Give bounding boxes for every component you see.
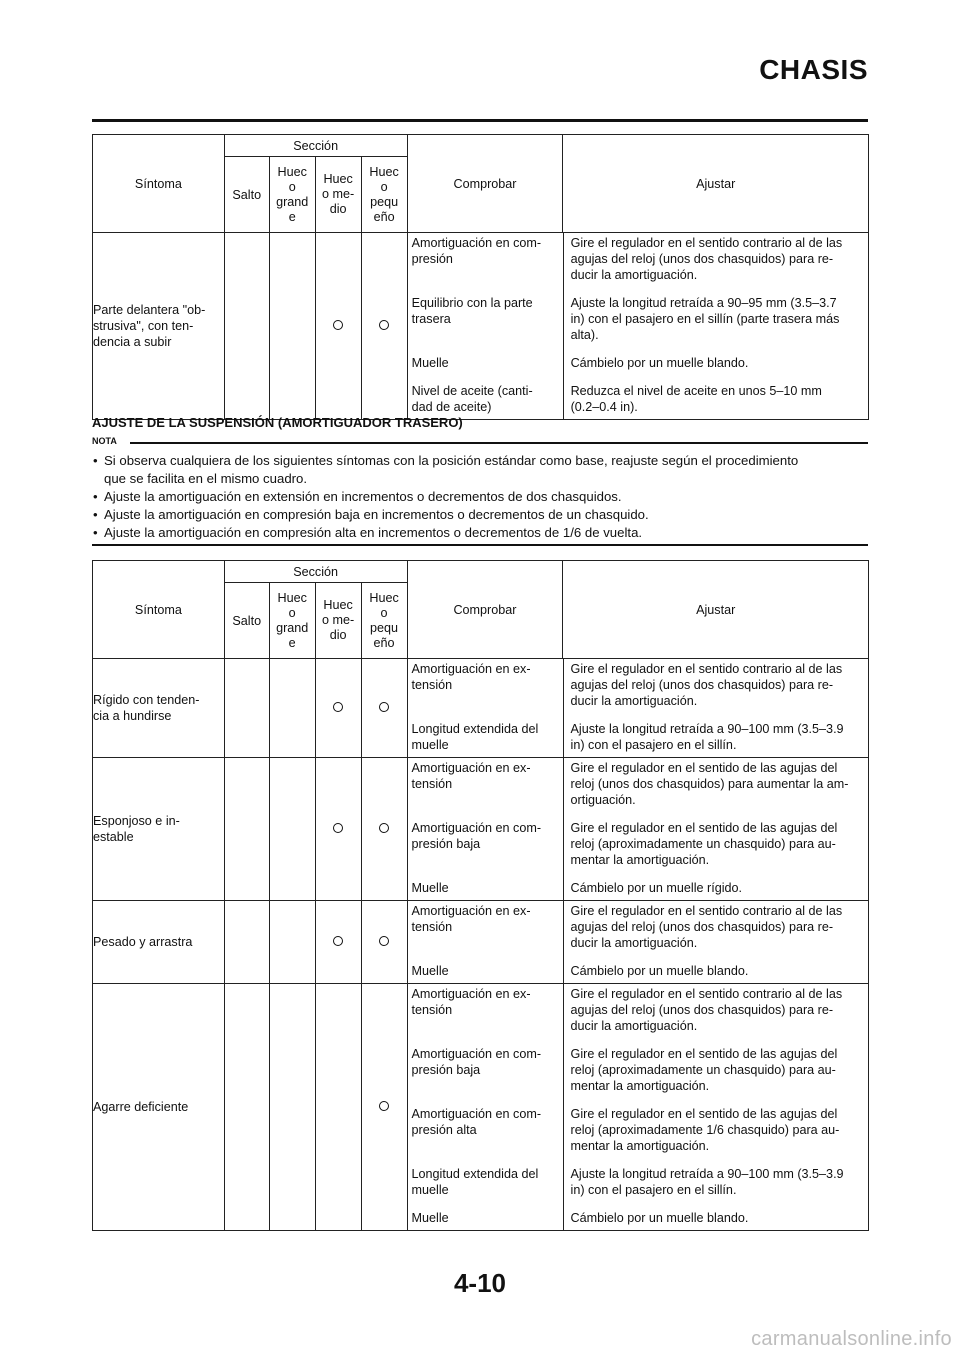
adjust-text: Ajuste la longitud retraída a 90–100 mm (3.5–3.9 in) con el pasajero en el sillín. xyxy=(570,1167,844,1197)
rear-shock-symptom-table xyxy=(92,560,869,1231)
col-check-header: Comprobar xyxy=(407,135,563,233)
check-adjust-pair xyxy=(408,1202,868,1230)
table-row xyxy=(93,659,869,758)
check-text: Longitud extendida del muelle xyxy=(411,722,539,752)
section-mark-cell xyxy=(361,233,407,420)
check-adjust-pair xyxy=(408,375,868,419)
nota-item: • Ajuste la amortiguación en extensión en incrementos o decrementos de dos chasquidos. xyxy=(92,488,868,506)
page-number: 4-10 xyxy=(453,1268,507,1298)
front-fork-symptom-table xyxy=(92,134,869,420)
symptom-cell: Parte delantera "ob- strusiva", con ten- dencia a subir xyxy=(93,233,225,420)
section-mark-cell xyxy=(361,901,407,984)
check-adjust-pair xyxy=(408,901,868,955)
col-small-hole-header: Huec o pequ eño xyxy=(361,583,407,659)
check-adjust-pair xyxy=(408,872,868,900)
section-mark-cell xyxy=(269,984,315,1231)
check-adjust-cell xyxy=(407,659,868,758)
check-text: Muelle xyxy=(411,1211,449,1225)
check-adjust-pair xyxy=(408,1038,868,1098)
nota-list xyxy=(92,452,868,542)
check-adjust-cell xyxy=(407,984,868,1231)
adjust-text: Reduzca el nivel de aceite en unos 5–10 mm (0.2–0.4 in). xyxy=(570,384,822,414)
col-medium-hole-header: Huec o me- dio xyxy=(315,583,361,659)
check-text: Amortiguación en com- presión baja xyxy=(411,1047,542,1077)
section-mark-cell xyxy=(315,901,361,984)
circle-mark-icon xyxy=(379,936,389,946)
section-mark-cell xyxy=(224,659,269,758)
adjust-text: Gire el regulador en el sentido contrario al de las agujas del reloj (unos dos chasquidos) para re- ducir la amortiguación. xyxy=(570,662,843,708)
section-mark-cell xyxy=(315,659,361,758)
circle-mark-icon xyxy=(379,1101,389,1111)
section-mark-cell xyxy=(361,659,407,758)
adjust-text: Gire el regulador en el sentido de las agujas del reloj (aproximadamente un chasquido) para au- mentar la amortiguación. xyxy=(570,821,838,867)
check-adjust-pair xyxy=(408,955,868,983)
section-mark-cell xyxy=(315,984,361,1231)
circle-mark-icon xyxy=(379,702,389,712)
col-jump-header: Salto xyxy=(224,157,269,233)
nota-rule xyxy=(130,442,868,444)
check-text: Amortiguación en com- presión baja xyxy=(411,821,542,851)
adjust-text: Gire el regulador en el sentido contrario al de las agujas del reloj (unos dos chasquidos) para re- ducir la amortiguación. xyxy=(570,904,843,950)
col-small-hole-header: Huec o pequ eño xyxy=(361,157,407,233)
col-section-header: Sección xyxy=(224,561,407,583)
check-text: Muelle xyxy=(411,356,449,370)
check-text: Amortiguación en ex- tensión xyxy=(411,761,531,791)
section-title: AJUSTE DE LA SUSPENSIÓN (AMORTIGUADOR TRASERO) xyxy=(92,415,463,430)
check-text: Amortiguación en com- presión xyxy=(411,236,542,266)
check-text: Amortiguación en ex- tensión xyxy=(411,662,531,692)
adjust-text: Gire el regulador en el sentido de las agujas del reloj (aproximadamente 1/6 chasquido) para au- mentar la amortiguación. xyxy=(570,1107,840,1153)
nota-item: • Ajuste la amortiguación en compresión alta en incrementos o decrementos de 1/6 de vuelta. xyxy=(92,524,868,542)
nota-item: • Si observa cualquiera de los siguientes síntomas con la posición estándar como base, reajuste según el procedimiento que se facilita en el mismo cuadro. xyxy=(92,452,868,488)
check-adjust-cell xyxy=(407,233,868,420)
check-text: Muelle xyxy=(411,881,449,895)
adjust-text: Cámbielo por un muelle blando. xyxy=(570,356,749,370)
watermark-url: carmanualsonline.info xyxy=(751,1328,952,1350)
page-header-title: CHASIS xyxy=(759,54,868,85)
check-text: Equilibrio con la parte trasera xyxy=(411,296,533,326)
circle-mark-icon xyxy=(333,823,343,833)
col-large-hole-header: Huec o grand e xyxy=(269,583,315,659)
header-rule xyxy=(92,119,868,122)
check-text: Amortiguación en com- presión alta xyxy=(411,1107,542,1137)
check-adjust-cell xyxy=(407,758,868,901)
col-large-hole-header: Huec o grand e xyxy=(269,157,315,233)
check-text: Amortiguación en ex- tensión xyxy=(411,987,531,1017)
section-mark-cell xyxy=(269,758,315,901)
nota-item: • Ajuste la amortiguación en compresión baja en incrementos o decrementos de un chasquido. xyxy=(92,506,868,524)
section-mark-cell xyxy=(361,758,407,901)
table-row xyxy=(93,984,869,1231)
check-text: Amortiguación en ex- tensión xyxy=(411,904,531,934)
col-symptom-header: Síntoma xyxy=(93,561,225,659)
section-mark-cell xyxy=(315,233,361,420)
symptom-cell: Esponjoso e in- estable xyxy=(93,758,225,901)
nota-end-rule xyxy=(92,544,868,546)
check-adjust-pair xyxy=(408,287,868,347)
check-adjust-pair xyxy=(408,812,868,872)
nota-label: NOTA xyxy=(92,436,117,446)
check-text: Nivel de aceite (canti- dad de aceite) xyxy=(411,384,533,414)
section-mark-cell xyxy=(224,758,269,901)
col-adjust-header: Ajustar xyxy=(563,135,869,233)
check-adjust-pair xyxy=(408,758,868,812)
section-mark-cell xyxy=(269,233,315,420)
col-adjust-header: Ajustar xyxy=(563,561,869,659)
section-mark-cell xyxy=(224,901,269,984)
col-jump-header: Salto xyxy=(224,583,269,659)
check-adjust-pair xyxy=(408,233,868,287)
table-row xyxy=(93,233,869,420)
check-text: Muelle xyxy=(411,964,449,978)
adjust-text: Gire el regulador en el sentido de las agujas del reloj (aproximadamente un chasquido) para au- mentar la amortiguación. xyxy=(570,1047,838,1093)
check-adjust-pair xyxy=(408,1098,868,1158)
adjust-text: Cámbielo por un muelle blando. xyxy=(570,964,749,978)
symptom-cell: Rígido con tenden- cia a hundirse xyxy=(93,659,225,758)
adjust-text: Cámbielo por un muelle blando. xyxy=(570,1211,749,1225)
check-adjust-pair xyxy=(408,984,868,1038)
section-mark-cell xyxy=(224,984,269,1231)
check-adjust-pair xyxy=(408,713,868,757)
table-row xyxy=(93,758,869,901)
circle-mark-icon xyxy=(379,320,389,330)
adjust-text: Ajuste la longitud retraída a 90–95 mm (3.5–3.7 in) con el pasajero en el sillín (parte trasera más alta). xyxy=(570,296,840,342)
circle-mark-icon xyxy=(333,936,343,946)
circle-mark-icon xyxy=(379,823,389,833)
col-check-header: Comprobar xyxy=(407,561,563,659)
section-mark-cell xyxy=(269,901,315,984)
adjust-text: Ajuste la longitud retraída a 90–100 mm (3.5–3.9 in) con el pasajero en el sillín. xyxy=(570,722,844,752)
section-mark-cell xyxy=(224,233,269,420)
check-adjust-cell xyxy=(407,901,868,984)
table-row xyxy=(93,901,869,984)
adjust-text: Gire el regulador en el sentido contrario al de las agujas del reloj (unos dos chasquidos) para re- ducir la amortiguación. xyxy=(570,987,843,1033)
col-symptom-header: Síntoma xyxy=(93,135,225,233)
section-mark-cell xyxy=(269,659,315,758)
adjust-text: Gire el regulador en el sentido de las agujas del reloj (unos dos chasquidos) para aumentar la am- ortiguación. xyxy=(570,761,849,807)
check-adjust-pair xyxy=(408,347,868,375)
symptom-cell: Pesado y arrastra xyxy=(93,901,225,984)
adjust-text: Gire el regulador en el sentido contrario al de las agujas del reloj (unos dos chasquidos) para re- ducir la amortiguación. xyxy=(570,236,843,282)
circle-mark-icon xyxy=(333,702,343,712)
adjust-text: Cámbielo por un muelle rígido. xyxy=(570,881,743,895)
check-text: Longitud extendida del muelle xyxy=(411,1167,539,1197)
section-mark-cell xyxy=(361,984,407,1231)
col-section-header: Sección xyxy=(224,135,407,157)
check-adjust-pair xyxy=(408,659,868,713)
symptom-cell: Agarre deficiente xyxy=(93,984,225,1231)
circle-mark-icon xyxy=(333,320,343,330)
col-medium-hole-header: Huec o me- dio xyxy=(315,157,361,233)
check-adjust-pair xyxy=(408,1158,868,1202)
section-mark-cell xyxy=(315,758,361,901)
